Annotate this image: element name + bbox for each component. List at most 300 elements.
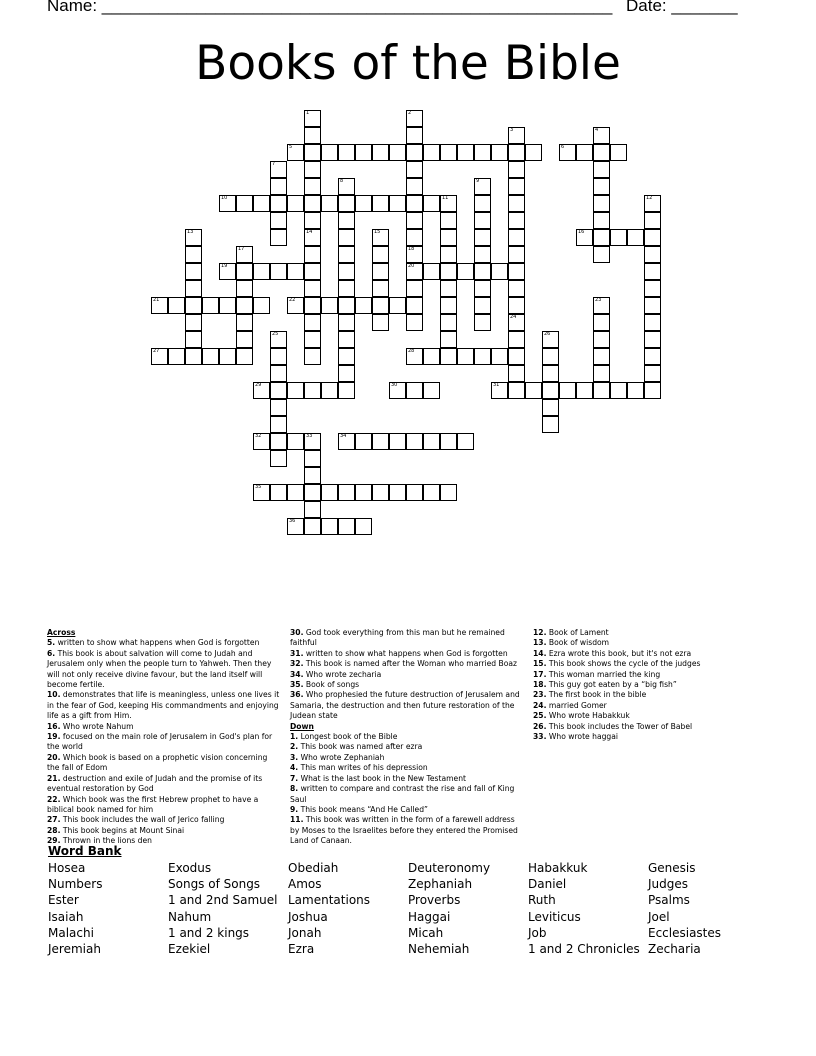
crossword-cell[interactable] — [423, 144, 440, 161]
crossword-cell[interactable] — [236, 314, 253, 331]
crossword-cell[interactable] — [304, 518, 321, 535]
clue-number-label: 13. — [533, 638, 547, 648]
crossword-cell[interactable] — [185, 263, 202, 280]
crossword-cell[interactable] — [321, 382, 338, 399]
crossword-cell[interactable] — [236, 348, 253, 365]
crossword-cell[interactable] — [593, 314, 610, 331]
crossword-cell[interactable] — [151, 348, 168, 365]
crossword-cell[interactable] — [287, 263, 304, 280]
crossword-cell[interactable] — [338, 518, 355, 535]
crossword-cell[interactable] — [338, 331, 355, 348]
crossword-cell[interactable] — [355, 195, 372, 212]
crossword-cell[interactable] — [304, 263, 321, 280]
crossword-cell[interactable] — [202, 297, 219, 314]
crossword-cell[interactable] — [287, 297, 304, 314]
crossword-cell[interactable] — [644, 263, 661, 280]
clue-item — [533, 649, 773, 659]
crossword-cell[interactable] — [304, 450, 321, 467]
crossword-cell[interactable] — [270, 331, 287, 348]
clue-item — [47, 795, 281, 816]
crossword-cell[interactable] — [287, 433, 304, 450]
crossword-cell[interactable] — [457, 433, 474, 450]
clue-number: 4 — [595, 127, 599, 133]
crossword-cell[interactable] — [508, 331, 525, 348]
crossword-cell[interactable] — [253, 263, 270, 280]
crossword-cell[interactable] — [304, 433, 321, 450]
crossword-cell[interactable] — [355, 484, 372, 501]
crossword-cell[interactable] — [474, 246, 491, 263]
crossword-cell[interactable] — [440, 263, 457, 280]
crossword-cell[interactable] — [508, 127, 525, 144]
clue-number: 34 — [340, 433, 347, 439]
crossword-cell[interactable] — [219, 263, 236, 280]
crossword-cell[interactable] — [474, 263, 491, 280]
crossword-cell[interactable] — [304, 229, 321, 246]
crossword-cell[interactable] — [253, 433, 270, 450]
crossword-cell[interactable] — [185, 314, 202, 331]
word-bank-item: Nehemiah — [408, 942, 470, 957]
crossword-cell[interactable] — [474, 348, 491, 365]
crossword-cell[interactable] — [593, 144, 610, 161]
crossword-cell[interactable] — [406, 348, 423, 365]
crossword-cell[interactable] — [440, 280, 457, 297]
clue-text: What is the last book in the New Testament — [300, 773, 467, 783]
clue-number-label: 24. — [533, 700, 547, 710]
clue-number: 14 — [306, 229, 313, 235]
crossword-cell[interactable] — [423, 382, 440, 399]
crossword-cell[interactable] — [236, 263, 253, 280]
crossword-cell[interactable] — [457, 348, 474, 365]
crossword-cell[interactable] — [542, 365, 559, 382]
crossword-cell[interactable] — [406, 144, 423, 161]
crossword-cell[interactable] — [491, 382, 508, 399]
crossword-cell[interactable] — [287, 484, 304, 501]
word-bank-item: Daniel — [528, 877, 567, 892]
crossword-cell[interactable] — [423, 195, 440, 212]
clue-number-label: 15. — [533, 659, 547, 669]
clue-text: Who wrote haggai — [548, 732, 619, 742]
crossword-cell[interactable] — [474, 229, 491, 246]
crossword-cell[interactable] — [389, 297, 406, 314]
crossword-cell[interactable] — [644, 297, 661, 314]
crossword-cell[interactable] — [270, 365, 287, 382]
crossword-cell[interactable] — [542, 331, 559, 348]
clue-number: 16 — [578, 229, 585, 235]
crossword-cell[interactable] — [389, 484, 406, 501]
crossword-cell[interactable] — [423, 433, 440, 450]
crossword-cell[interactable] — [508, 161, 525, 178]
clue-number: 31 — [493, 382, 500, 388]
crossword-cell[interactable] — [474, 297, 491, 314]
crossword-cell[interactable] — [338, 178, 355, 195]
crossword-cell[interactable] — [372, 314, 389, 331]
crossword-cell[interactable] — [406, 127, 423, 144]
crossword-cell[interactable] — [304, 382, 321, 399]
crossword-cell[interactable] — [185, 297, 202, 314]
crossword-cell[interactable] — [253, 297, 270, 314]
crossword-cell[interactable] — [542, 348, 559, 365]
crossword-cell[interactable] — [644, 348, 661, 365]
crossword-cell[interactable] — [372, 144, 389, 161]
crossword-cell[interactable] — [593, 178, 610, 195]
crossword-cell[interactable] — [644, 195, 661, 212]
crossword-cell[interactable] — [406, 314, 423, 331]
crossword-cell[interactable] — [644, 246, 661, 263]
clue-item — [290, 628, 524, 649]
crossword-cell[interactable] — [406, 212, 423, 229]
crossword-cell[interactable] — [321, 297, 338, 314]
crossword-cell[interactable] — [304, 110, 321, 127]
crossword-cell[interactable] — [389, 382, 406, 399]
crossword-cell[interactable] — [508, 246, 525, 263]
crossword-cell[interactable] — [406, 178, 423, 195]
crossword-cell[interactable] — [304, 212, 321, 229]
crossword-cell[interactable] — [644, 365, 661, 382]
word-bank-item: Obediah — [288, 861, 339, 875]
crossword-cell[interactable] — [168, 348, 185, 365]
crossword-cell[interactable] — [423, 484, 440, 501]
crossword-cell[interactable] — [593, 382, 610, 399]
word-bank-item: Exodus — [168, 861, 212, 875]
crossword-cell[interactable] — [270, 484, 287, 501]
crossword-cell[interactable] — [508, 195, 525, 212]
crossword-cell[interactable] — [406, 246, 423, 263]
crossword-cell[interactable] — [644, 314, 661, 331]
crossword-cell[interactable] — [440, 331, 457, 348]
crossword-cell[interactable] — [270, 229, 287, 246]
crossword-cell[interactable] — [576, 382, 593, 399]
crossword-cell[interactable] — [610, 382, 627, 399]
crossword-cell[interactable] — [508, 178, 525, 195]
clue-number: 9 — [476, 178, 480, 184]
crossword-cell[interactable] — [304, 501, 321, 518]
crossword-cell[interactable] — [372, 246, 389, 263]
crossword-cell[interactable] — [236, 297, 253, 314]
clue-item — [533, 628, 773, 638]
date-field[interactable]: Date: _______ — [626, 0, 738, 15]
crossword-cell[interactable] — [304, 331, 321, 348]
crossword-cell[interactable] — [219, 297, 236, 314]
crossword-cell[interactable] — [440, 484, 457, 501]
word-bank-item: Lamentations — [288, 893, 371, 908]
clue-text: This book includes the Tower of Babel — [548, 721, 693, 731]
clue-text: Thrown in the lions den — [62, 836, 152, 846]
crossword-cell[interactable] — [287, 382, 304, 399]
crossword-cell[interactable] — [304, 127, 321, 144]
crossword-cell[interactable] — [185, 348, 202, 365]
crossword-cell[interactable] — [372, 433, 389, 450]
word-bank-item: Malachi — [48, 925, 94, 940]
crossword-cell[interactable] — [508, 263, 525, 280]
crossword-cell[interactable] — [270, 450, 287, 467]
crossword-cell[interactable] — [491, 348, 508, 365]
clue-number-label: 36. — [290, 690, 304, 700]
crossword-cell[interactable] — [457, 263, 474, 280]
crossword-cell[interactable] — [338, 246, 355, 263]
crossword-cell[interactable] — [406, 280, 423, 297]
crossword-cell[interactable] — [440, 144, 457, 161]
word-bank-item: Jeremiah — [48, 942, 101, 957]
crossword-cell[interactable] — [389, 144, 406, 161]
crossword-cell[interactable] — [270, 416, 287, 433]
crossword-cell[interactable] — [627, 382, 644, 399]
crossword-cell[interactable] — [474, 314, 491, 331]
crossword-cell[interactable] — [474, 178, 491, 195]
crossword-cell[interactable] — [338, 280, 355, 297]
crossword-cell[interactable] — [168, 297, 185, 314]
clue-number: 35 — [255, 484, 262, 490]
crossword-cell[interactable] — [508, 280, 525, 297]
clue-text: Book of Lament — [548, 628, 609, 637]
crossword-cell[interactable] — [406, 297, 423, 314]
crossword-cell[interactable] — [508, 348, 525, 365]
crossword-cell[interactable] — [372, 484, 389, 501]
crossword-cell[interactable] — [321, 518, 338, 535]
crossword-cell[interactable] — [304, 314, 321, 331]
clue-text: Who wrote Habakkuk — [548, 711, 630, 721]
crossword-cell[interactable] — [185, 331, 202, 348]
crossword-cell[interactable] — [593, 212, 610, 229]
clue-number: 26 — [544, 331, 551, 337]
crossword-cell[interactable] — [542, 399, 559, 416]
clue-item — [290, 815, 524, 846]
crossword-cell[interactable] — [321, 144, 338, 161]
crossword-cell[interactable] — [474, 280, 491, 297]
clue-number-label: 9. — [290, 804, 299, 814]
crossword-cell[interactable] — [593, 297, 610, 314]
crossword-cell[interactable] — [270, 263, 287, 280]
crossword-cell[interactable] — [508, 314, 525, 331]
crossword-cell[interactable] — [372, 280, 389, 297]
crossword-cell[interactable] — [440, 246, 457, 263]
crossword-cell[interactable] — [644, 212, 661, 229]
crossword-cell[interactable] — [304, 161, 321, 178]
crossword-cell[interactable] — [270, 161, 287, 178]
clue-item — [533, 711, 773, 721]
crossword-cell[interactable] — [406, 195, 423, 212]
crossword-cell[interactable] — [219, 195, 236, 212]
crossword-cell[interactable] — [644, 331, 661, 348]
crossword-cell[interactable] — [185, 229, 202, 246]
crossword-cell[interactable] — [406, 382, 423, 399]
crossword-cell[interactable] — [321, 195, 338, 212]
crossword-cell[interactable] — [542, 416, 559, 433]
crossword-cell[interactable] — [372, 195, 389, 212]
crossword-cell[interactable] — [253, 484, 270, 501]
crossword-cell[interactable] — [338, 348, 355, 365]
crossword-cell[interactable] — [304, 467, 321, 484]
crossword-cell[interactable] — [270, 348, 287, 365]
clue-number-label: 5. — [47, 638, 56, 648]
clue-item — [47, 826, 281, 836]
crossword-cell[interactable] — [440, 348, 457, 365]
crossword-cell[interactable] — [508, 365, 525, 382]
crossword-cell[interactable] — [508, 297, 525, 314]
crossword-cell[interactable] — [338, 314, 355, 331]
crossword-cell[interactable] — [287, 518, 304, 535]
name-field[interactable]: Name: ______________________________________________________ — [47, 0, 613, 15]
crossword-cell[interactable] — [321, 484, 338, 501]
crossword-cell[interactable] — [440, 314, 457, 331]
clue-number: 5 — [289, 144, 293, 150]
crossword-cell[interactable] — [372, 229, 389, 246]
word-bank-item: Ecclesiastes — [648, 925, 722, 940]
crossword-cell[interactable] — [406, 433, 423, 450]
crossword-cell[interactable] — [355, 144, 372, 161]
crossword-cell[interactable] — [423, 348, 440, 365]
clue-number-label: 32. — [290, 659, 304, 669]
crossword-cell[interactable] — [576, 229, 593, 246]
crossword-cell[interactable] — [559, 382, 576, 399]
crossword-cell[interactable] — [525, 382, 542, 399]
clue-number-label: 29. — [47, 836, 61, 846]
crossword-cell[interactable] — [593, 365, 610, 382]
crossword-cell[interactable] — [270, 178, 287, 195]
clue-number-label: 18. — [533, 680, 547, 690]
crossword-cell[interactable] — [440, 229, 457, 246]
crossword-cell[interactable] — [304, 178, 321, 195]
crossword-cell[interactable] — [525, 144, 542, 161]
crossword-cell[interactable] — [508, 229, 525, 246]
crossword-cell[interactable] — [355, 518, 372, 535]
crossword-cell[interactable] — [474, 144, 491, 161]
crossword-cell[interactable] — [270, 382, 287, 399]
crossword-cell[interactable] — [593, 246, 610, 263]
clue-number-label: 31. — [290, 648, 304, 658]
crossword-cell[interactable] — [593, 229, 610, 246]
crossword-cell[interactable] — [440, 433, 457, 450]
clue-item — [47, 690, 281, 721]
crossword-cell[interactable] — [287, 144, 304, 161]
crossword-cell[interactable] — [406, 161, 423, 178]
crossword-cell[interactable] — [202, 348, 219, 365]
crossword-cell[interactable] — [542, 382, 559, 399]
crossword-cell[interactable] — [593, 161, 610, 178]
word-bank-item: Micah — [408, 925, 444, 940]
crossword-cell[interactable] — [457, 144, 474, 161]
crossword-cell[interactable] — [627, 229, 644, 246]
crossword-cell[interactable] — [304, 297, 321, 314]
crossword-cell[interactable] — [304, 484, 321, 501]
crossword-cell[interactable] — [304, 348, 321, 365]
crossword-cell[interactable] — [406, 229, 423, 246]
crossword-cell[interactable] — [389, 433, 406, 450]
crossword-cell[interactable] — [406, 484, 423, 501]
clues-column-3 — [533, 628, 773, 742]
crossword-cell[interactable] — [270, 195, 287, 212]
crossword-cell[interactable] — [338, 365, 355, 382]
crossword-cell[interactable] — [593, 127, 610, 144]
crossword-cell[interactable] — [338, 212, 355, 229]
crossword-cell[interactable] — [355, 297, 372, 314]
crossword-cell[interactable] — [508, 144, 525, 161]
crossword-cell[interactable] — [440, 212, 457, 229]
crossword-cell[interactable] — [474, 195, 491, 212]
crossword-cell[interactable] — [338, 229, 355, 246]
crossword-cell[interactable] — [644, 229, 661, 246]
clue-number-label: 23. — [533, 690, 547, 700]
clue-text: married Gomer — [548, 700, 607, 710]
crossword-cell[interactable] — [338, 297, 355, 314]
clue-text: God took everything from this man but he remained faithful — [290, 628, 505, 648]
clue-number: 28 — [408, 348, 415, 354]
crossword-cell[interactable] — [593, 331, 610, 348]
crossword-cell[interactable] — [287, 195, 304, 212]
crossword-cell[interactable] — [338, 144, 355, 161]
crossword-cell[interactable] — [474, 212, 491, 229]
crossword-cell[interactable] — [338, 263, 355, 280]
crossword-cell[interactable] — [185, 280, 202, 297]
crossword-cell[interactable] — [338, 195, 355, 212]
crossword-cell[interactable] — [219, 348, 236, 365]
crossword-cell[interactable] — [593, 348, 610, 365]
word-bank-item: Proverbs — [408, 893, 461, 908]
crossword-cell[interactable] — [304, 246, 321, 263]
crossword-cell[interactable] — [406, 110, 423, 127]
crossword-cell[interactable] — [338, 382, 355, 399]
crossword-cell[interactable] — [593, 195, 610, 212]
crossword-cell[interactable] — [270, 399, 287, 416]
crossword-cell[interactable] — [304, 144, 321, 161]
clue-item — [533, 722, 773, 732]
crossword-cell[interactable] — [423, 263, 440, 280]
crossword-cell[interactable] — [372, 297, 389, 314]
crossword-cell[interactable] — [253, 195, 270, 212]
crossword-cell[interactable] — [270, 433, 287, 450]
clue-number: 7 — [272, 161, 276, 167]
crossword-cell[interactable] — [491, 263, 508, 280]
clue-number: 13 — [187, 229, 194, 235]
crossword-cell[interactable] — [491, 144, 508, 161]
crossword-cell[interactable] — [644, 382, 661, 399]
crossword-cell[interactable] — [440, 195, 457, 212]
crossword-cell[interactable] — [185, 246, 202, 263]
crossword-cell[interactable] — [253, 382, 270, 399]
crossword-cell[interactable] — [236, 280, 253, 297]
crossword-cell[interactable] — [236, 246, 253, 263]
crossword-cell[interactable] — [304, 280, 321, 297]
crossword-cell[interactable] — [508, 382, 525, 399]
crossword-cell[interactable] — [644, 280, 661, 297]
crossword-cell[interactable] — [236, 195, 253, 212]
crossword-cell[interactable] — [559, 144, 576, 161]
crossword-cell[interactable] — [304, 195, 321, 212]
crossword-cell[interactable] — [610, 229, 627, 246]
crossword-cell[interactable] — [338, 433, 355, 450]
crossword-cell[interactable] — [270, 212, 287, 229]
crossword-cell[interactable] — [355, 433, 372, 450]
crossword-cell[interactable] — [236, 331, 253, 348]
crossword-cell[interactable] — [389, 195, 406, 212]
clue-number-label: 27. — [47, 815, 61, 825]
clue-text: Which book is based on a prophetic vision concerning the fall of Edom — [47, 752, 268, 773]
word-bank-item: Job — [528, 925, 547, 940]
crossword-cell[interactable] — [151, 297, 168, 314]
crossword-cell[interactable] — [372, 263, 389, 280]
crossword-cell[interactable] — [406, 263, 423, 280]
crossword-cell[interactable] — [610, 144, 627, 161]
crossword-cell[interactable] — [508, 212, 525, 229]
clue-item — [290, 805, 524, 815]
clue-item — [290, 649, 524, 659]
crossword-cell[interactable] — [440, 297, 457, 314]
crossword-cell[interactable] — [576, 144, 593, 161]
clue-number: 21 — [153, 297, 160, 303]
crossword-cell[interactable] — [338, 484, 355, 501]
clue-number: 27 — [153, 348, 160, 354]
clue-number: 8 — [340, 178, 344, 184]
clue-text: Book of songs — [305, 680, 360, 690]
